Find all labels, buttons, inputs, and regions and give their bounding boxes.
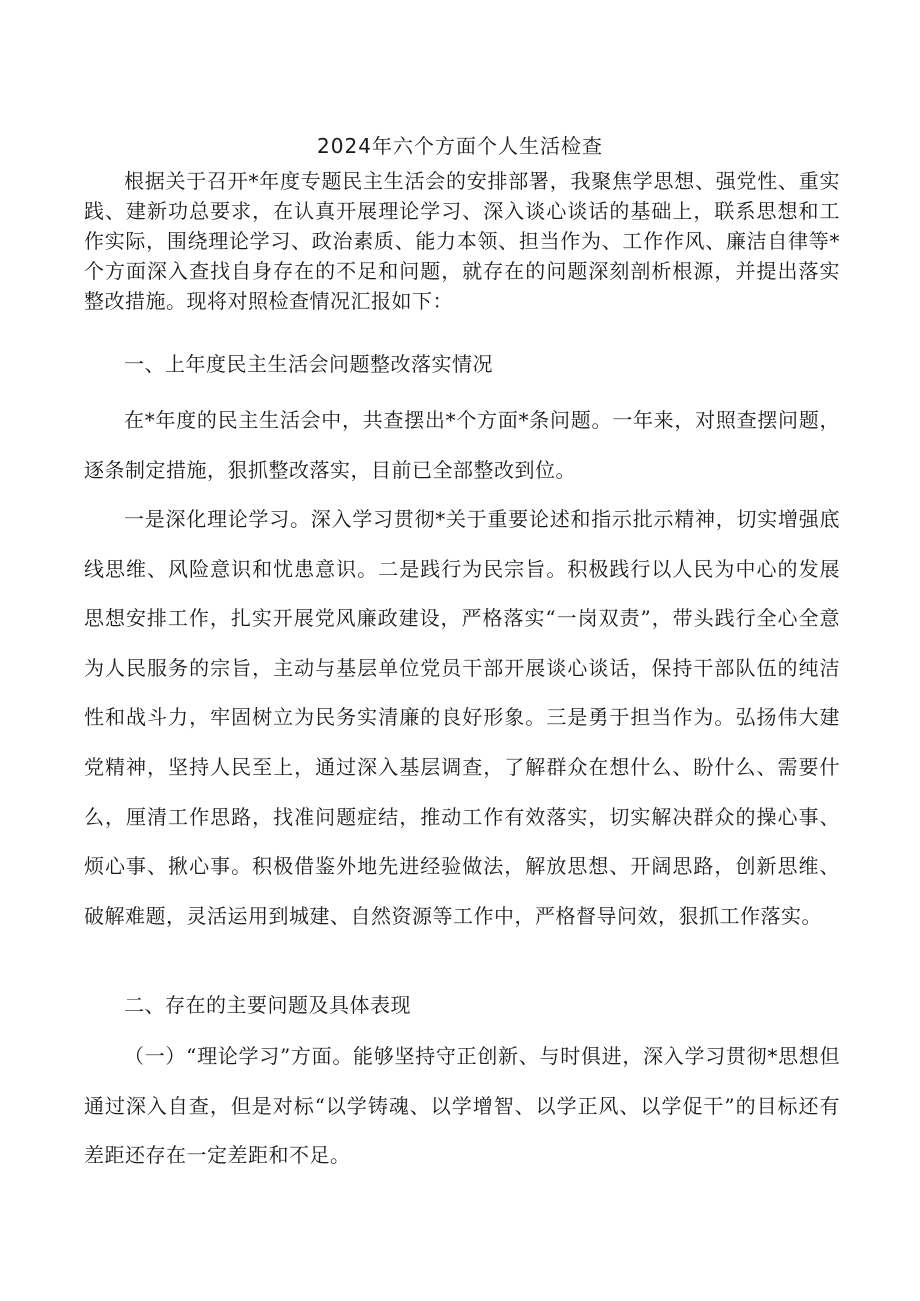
document-title: 2024年六个方面个人生活检查	[317, 134, 603, 158]
section-2-paragraph-1: （一）“理论学习”方面。能够坚持守正创新、与时俱进，深入学习贯彻*思想但通过深入自查，但是对标“以学铸魂、以学增智、以学正风、以学促干”的目标还有差距还存在一定差距和不足。	[84, 1044, 840, 1168]
section-1-heading: 一、上年度民主生活会问题整改落实情况	[124, 352, 493, 376]
section-1-paragraph-1: 在*年度的民主生活会中，共查摆出*个方面*条问题。一年来，对照查摆问题，逐条制定措施，狠抓整改落实，目前已全部整改到位。	[84, 408, 840, 482]
intro-paragraph: 根据关于召开*年度专题民主生活会的安排部署，我聚焦学思想、强党性、重实践、建新功总要求，在认真开展理论学习、深入谈心谈话的基础上，联系思想和工作实际，围绕理论学习、政治素质、能力本领、担当作为、工作作风、廉洁自律等*个方面深入查找自身存在的不足和问题，就存在的问题深刻剖析根源，并提出落实整改措施。现将对照检查情况汇报如下：	[84, 169, 840, 313]
section-2-heading: 二、存在的主要问题及具体表现	[124, 993, 411, 1017]
section-1-paragraph-2: 一是深化理论学习。深入学习贯彻*关于重要论述和指示批示精神，切实增强底线思维、风险意识和忧患意识。二是践行为民宗旨。积极践行以人民为中心的发展思想安排工作，扎实开展党风廉政建设，严格落实“一岗双责”，带头践行全心全意为人民服务的宗旨，主动与基层单位党员干部开展谈心谈话，保持干部队伍的纯洁性和战斗力，牢固树立为民务实清廉的良好形象。三是勇于担当作为。弘扬伟大建党精神，坚持人民至上，通过深入基层调查，了解群众在想什么、盼什么、需要什么，厘清工作思路，找准问题症结，推动工作有效落实，切实解决群众的操心事、烦心事、揪心事。积极借鉴外地先进经验做法，解放思想、开阔思路，创新思维、破解难题，灵活运用到城建、自然资源等工作中，严格督导问效，狠抓工作落实。	[84, 507, 840, 928]
